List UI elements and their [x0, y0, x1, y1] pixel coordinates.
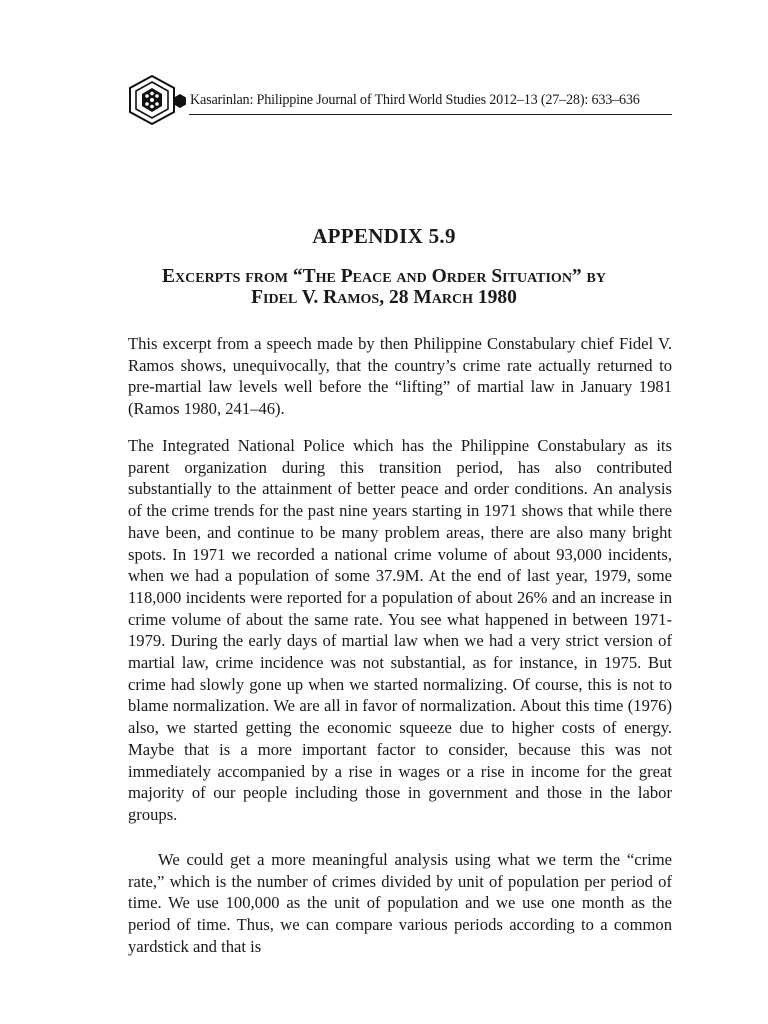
- intro-text: This excerpt from a speech made by then Philippine Constabulary chief Fidel V. Ramos shows, unequivocally, that the country’s crime rate actually returned to pre-martial law levels well before the “lifting” of martial law in January 1981 (Ramos 1980, 241–46).: [128, 334, 672, 419]
- speech-paragraph-2: [128, 849, 672, 958]
- speech-text-2: We could get a more meaningful analysis using what we term the “crime rate,” which is the number of crimes divided by unit of population per period of time. We use 100,000 as the unit of population and we use one month as the period of time. Thus, we can compare various periods according to a common yardstick and that is: [128, 850, 672, 956]
- header-rule: [189, 114, 672, 115]
- speech-text-1: The Integrated National Police which has the Philippine Constabulary as its parent organization during this transition period, has also contributed substantially to the attainment of better peace and order conditions. An analysis of the crime trends for the past nine years starting in 1971 shows that while there have been, and continue to be many problem areas, there are also many bright spots. In 1971 we recorded a national crime volume of about 93,000 incidents, when we had a population of some 37.9M. At the end of last year, 1979, some 118,000 incidents were reported for a population of about 26% and an increase in crime volume of about the same rate. You see what happened in between 1971-1979. During the early days of martial law when we had a very strict version of martial law, crime incidence was not substantial, as for instance, in 1975. But crime had slowly gone up when we started normalizing. Of course, this is not to blame normalization. We are all in favor of normalization. About this time (1976) also, we started getting the economic squeeze due to higher costs of energy. Maybe that is a more important factor to consider, because this was not immediately accompanied by a rise in wages or a rise in income for the great majority of our people including those in government and those in the labor groups.: [128, 436, 672, 824]
- running-header: [126, 74, 672, 126]
- journal-citation: Kasarinlan: Philippine Journal of Third World Studies 2012–13 (27–28): 633–636: [190, 92, 640, 108]
- intro-paragraph: [128, 333, 672, 420]
- appendix-title: APPENDIX 5.9: [312, 224, 456, 248]
- subtitle-line-1: Excerpts from “The Peace and Order Situation” by: [162, 266, 606, 287]
- journal-logo-icon: [126, 74, 188, 126]
- subtitle-line-2: Fidel V. Ramos, 28 March 1980: [251, 287, 517, 308]
- speech-paragraph-1: [128, 435, 672, 826]
